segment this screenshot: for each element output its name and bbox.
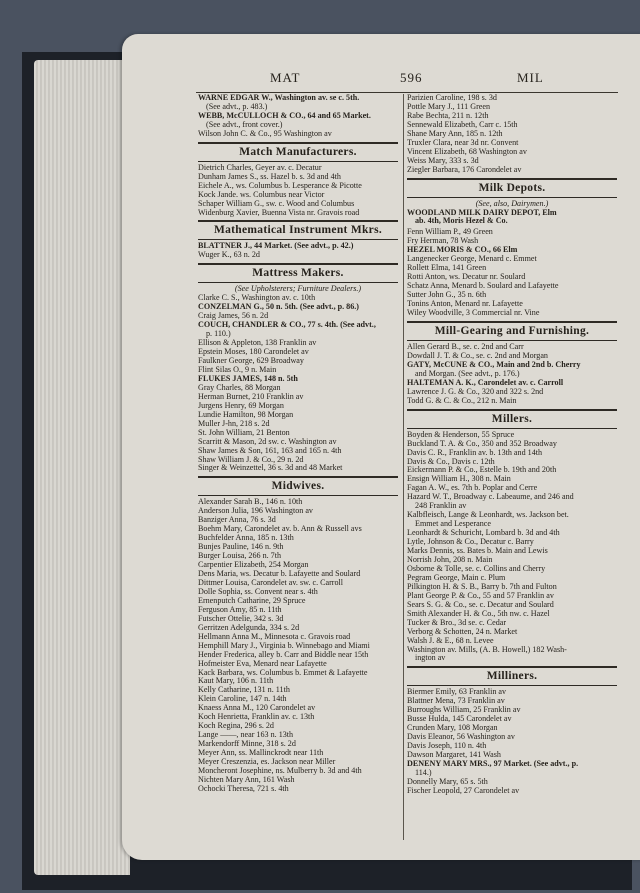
directory-entry: Dolle Sophia, ss. Convent near s. 4th [198, 587, 318, 596]
directory-entry: Fry Herman, 78 Wash [407, 237, 479, 246]
entry-continuation: (See advt., front cover.) [206, 120, 283, 129]
section-heading: Mill-Gearing and Furnishing. [407, 321, 617, 341]
directory-entry: Alexander Sarah B., 146 n. 10th [198, 498, 303, 507]
directory-entry: Sennewald Elizabeth, Carr c. 15th [407, 120, 518, 129]
directory-entry: Schaper William G., sw. c. Wood and Columbus [198, 199, 355, 208]
directory-entry: Koch Regina, 296 s. 2d [198, 722, 274, 731]
entry-continuation: (See advt., p. 483.) [206, 102, 268, 111]
directory-entry: Banziger Anna, 76 s. 3d [198, 516, 276, 525]
section-heading: Midwives. [198, 476, 398, 496]
directory-entry: Wilson John C. & Co., 95 Washington av [198, 129, 332, 138]
directory-entry: Busse Hulda, 145 Carondelet av [407, 715, 512, 724]
directory-entry: Davis Joseph, 110 n. 4th [407, 742, 487, 751]
section-heading: Milk Depots. [407, 178, 617, 198]
section-heading: Milliners. [407, 666, 617, 686]
directory-entry: Gray Charles, 88 Morgan [198, 383, 281, 392]
directory-entry: Muller J-hn, 218 s. 2d [198, 419, 270, 428]
page-number: 596 [400, 70, 423, 85]
directory-entry: Marks Dennis, ss. Bates b. Main and Lewis [407, 547, 548, 556]
directory-entry: Davis C. R., Franklin av. b. 13th and 14th [407, 448, 543, 457]
entry-continuation: ab. 4th, Moris Hezel & Co. [415, 217, 508, 226]
directory-entry: Hazard W. T., Broadway c. Labeaume, and 246 and [407, 493, 574, 502]
directory-entry: WOODLAND MILK DAIRY DEPOT, Elm [407, 208, 557, 217]
directory-entry: Rotti Anton, ws. Decatur nr. Soulard [407, 273, 526, 282]
directory-entry: Boehm Mary, Carondelet av. b. Ann & Russell avs [198, 525, 362, 534]
directory-entry: Jurgens Henry, 69 Morgan [198, 401, 284, 410]
directory-entry: Davis & Co., Davis c. 12th [407, 457, 495, 466]
section-heading: Millers. [407, 409, 617, 429]
directory-entry: Fenn William P., 49 Green [407, 228, 493, 237]
directory-entry: Crunden Mary, 108 Morgan [407, 724, 498, 733]
directory-entry: Burger Louisa, 266 n. 7th [198, 552, 282, 561]
directory-entry: Lawrence J. G. & Co., 320 and 322 s. 2nd [407, 387, 544, 396]
directory-entry: Weiss Mary, 333 s. 3d [407, 156, 479, 165]
directory-page [122, 34, 640, 860]
directory-entry: Dens Maria, ws. Decatur b. Lafayette and Soulard [198, 570, 361, 579]
directory-entry: Shaw James & Son, 161, 163 and 165 n. 4th [198, 446, 342, 455]
left-column [198, 94, 398, 794]
section-heading: Mathematical Instrument Mkrs. [198, 220, 398, 240]
directory-entry: Rollett Elma, 141 Green [407, 264, 487, 273]
directory-entry: Kalbfleisch, Lange & Leonhardt, ws. Jackson bet. [407, 511, 569, 520]
directory-entry: Markendorff Minne, 318 s. 2d [198, 740, 296, 749]
directory-entry: Anderson Julia, 196 Washington av [198, 507, 313, 516]
directory-entry: Sutter John G., 35 n. 6th [407, 291, 487, 300]
directory-entry: WEBB, McCULLOCH & CO., 64 and 65 Market. [198, 111, 371, 120]
directory-entry: Osborne & Tolle, se. c. Collins and Cherry [407, 564, 546, 573]
directory-entry: Ziegler Barbara, 176 Carondelet av [407, 165, 522, 174]
directory-entry: Langenecker George, Menard c. Emmet [407, 255, 537, 264]
entry-continuation: 114.) [415, 769, 432, 777]
directory-entry: HEZEL MORIS & CO., 66 Elm [407, 246, 518, 255]
directory-entry: HALTEMAN A. K., Carondelet av. c. Carroll [407, 378, 564, 387]
directory-entry: Carpentier Elizabeth, 254 Morgan [198, 561, 309, 570]
directory-entry: Pegram George, Main c. Plum [407, 573, 506, 582]
directory-entry: Leonhardt & Schuricht, Lombard b. 3d and 4th [407, 529, 560, 538]
directory-entry: Gerritzen Adelgunda, 334 s. 2d [198, 623, 300, 632]
page-header [122, 70, 640, 90]
header-left: MAT [270, 70, 301, 85]
directory-entry: Rabe Bechta, 211 n. 12th [407, 111, 489, 120]
directory-entry: Craig James, 56 n. 2d [198, 312, 269, 321]
entry-continuation: and Morgan. (See advt., p. 176.) [415, 369, 520, 378]
directory-entry: Wuger K., 63 n. 2d [198, 251, 260, 260]
directory-entry: Hemphill Mary J., Virginia b. Winnebago and Miami [198, 641, 370, 650]
directory-entry: Meyer Creszenzia, es. Jackson near Miller [198, 758, 336, 767]
directory-entry: Clarke C. S., Washington av. c. 10th [198, 294, 316, 303]
directory-entry: Hofmeister Eva, Menard near Lafayette [198, 659, 327, 668]
directory-entry: Norrish John, 208 n. Main [407, 555, 493, 564]
directory-entry: Ensign William H., 308 n. Main [407, 475, 511, 484]
directory-entry: BLATTNER J., 44 Market. (See advt., p. 42.) [198, 242, 354, 251]
directory-entry: Burroughs William, 25 Franklin av [407, 706, 521, 715]
directory-entry: Verborg & Schotten, 24 n. Market [407, 627, 518, 636]
directory-entry: Donnelly Mary, 65 s. 5th [407, 777, 488, 786]
directory-entry: Ellison & Appleton, 138 Franklin av [198, 339, 317, 348]
directory-entry: Singer & Weinzettel, 36 s. 3d and 48 Market [198, 464, 343, 473]
directory-entry: Boyden & Henderson, 55 Spruce [407, 430, 515, 439]
directory-entry: Davis Eleanor, 56 Washington av [407, 733, 515, 742]
directory-entry: Buchfelder Anna, 185 n. 13th [198, 534, 294, 543]
directory-entry: Ferguson Amy, 85 n. 11th [198, 605, 282, 614]
directory-entry: Eichele A., ws. Columbus b. Lesperance & Picotte [198, 181, 362, 190]
entry-continuation: 248 Franklin av [415, 502, 467, 511]
directory-entry: Dunham James S., ss. Hazel b. s. 3d and 4th [198, 172, 341, 181]
directory-entry: Ochocki Theresa, 721 s. 4th [198, 784, 289, 793]
directory-entry: St. John William, 21 Benton [198, 428, 290, 437]
directory-entry: WARNE EDGAR W., Washington av. se c. 5th. [198, 94, 360, 102]
page-stack-edges [34, 60, 130, 875]
directory-entry: Dowdall J. T. & Co., se. c. 2nd and Morgan [407, 351, 548, 360]
directory-entry: Bunjes Pauline, 146 n. 9th [198, 543, 284, 552]
entry-continuation: ington av [415, 654, 446, 663]
directory-entry: Allen Gerard B., se. c. 2nd and Carr [407, 342, 524, 351]
directory-entry: Flint Silas O., 9 n. Main [198, 365, 277, 374]
directory-entry: Tucker & Bro., 3d se. c. Cedar [407, 618, 507, 627]
directory-entry: Dawson Margaret, 141 Wash [407, 751, 501, 760]
directory-entry: Futscher Ottelie, 342 s. 3d [198, 614, 284, 623]
directory-entry: Eickermann P. & Co., Estelle b. 19th and 20th [407, 466, 557, 475]
directory-entry: Buckland T. A. & Co., 350 and 352 Broadway [407, 439, 557, 448]
directory-entry: Kaut Mary, 106 n. 11th [198, 677, 274, 686]
directory-entry: Moncheront Josephine, ns. Mulberry b. 3d and 4th [198, 767, 362, 775]
directory-entry: Faulkner George, 629 Broadway [198, 357, 304, 366]
directory-entry: FLUKES JAMES, 148 n. 5th [198, 374, 298, 383]
directory-entry: Widenburg Xavier, Buenna Vista nr. Gravois road [198, 208, 360, 217]
directory-entry: Pilkington H. & S. B., Barry b. 7th and Fulton [407, 582, 557, 591]
directory-entry: Lange ——, near 163 n. 13th [198, 731, 294, 740]
directory-entry: Dietrich Charles, Geyer av. c. Decatur [198, 163, 322, 172]
section-heading: Mattress Makers. [198, 263, 398, 283]
directory-entry: Scarritt & Mason, 2d sw. c. Washington av [198, 437, 337, 446]
directory-entry: Tonins Anton, Menard nr. Lafayette [407, 300, 523, 309]
directory-entry: Walsh J. & E., 68 n. Levee [407, 636, 494, 645]
directory-entry: Pottle Mary J., 111 Green [407, 102, 491, 111]
directory-entry: Knaess Anna M., 120 Carondelet av [198, 704, 316, 713]
directory-entry: Hender Frederica, alley b. Carr and Biddle near 15th [198, 650, 369, 659]
directory-entry: Schatz Anna, Menard b. Soulard and Lafayette [407, 282, 559, 291]
directory-entry: Koch Henrietta, Franklin av. c. 13th [198, 713, 315, 722]
directory-entry: Meyer Ann, ss. Mallinckrodt near 11th [198, 749, 324, 758]
directory-entry: Vincent Elizabeth, 68 Washington av [407, 147, 527, 156]
directory-entry: Herman Burnet, 210 Franklin av [198, 392, 304, 401]
directory-entry: Ernenputch Catharine, 29 Spruce [198, 596, 306, 605]
column-divider [403, 94, 404, 840]
section-heading: Match Manufacturers. [198, 142, 398, 162]
directory-entry: Biermer Emily, 63 Franklin av [407, 688, 507, 697]
directory-entry: Sears S. G. & Co., se. c. Decatur and Soulard [407, 600, 554, 609]
cross-reference-note: (See, also, Dairymen.) [475, 198, 549, 208]
directory-entry: Fagan A. W., es. 7th b. Poplar and Cerre [407, 484, 538, 493]
directory-entry: Kock Jande. ws. Columbus near Victor [198, 190, 325, 199]
directory-entry: Shane Mary Ann, 185 n. 12th [407, 129, 503, 138]
directory-entry: COUCH, CHANDLER & CO., 77 s. 4th. (See advt., [198, 321, 376, 330]
header-rule [196, 92, 618, 93]
directory-entry: Washington av. Mills, (A. B. Howell,) 182 Wash- [407, 645, 567, 654]
directory-entry: Lytle, Johnson & Co., Decatur c. Barry [407, 538, 534, 547]
right-column [407, 94, 617, 796]
directory-entry: Hellmann Anna M., Minnesota c. Gravois road [198, 632, 351, 641]
entry-continuation: Emmet and Lesperance [415, 520, 491, 529]
directory-entry: Kelly Catharine, 131 n. 11th [198, 686, 290, 695]
directory-entry: Wiley Woodville, 3 Commercial nr. Vine [407, 309, 540, 318]
directory-entry: Klein Caroline, 147 n. 14th [198, 695, 287, 704]
directory-entry: Truxler Clara, near 3d nr. Convent [407, 138, 519, 147]
directory-entry: Dittmer Louisa, Carondelet av. sw. c. Carroll [198, 578, 344, 587]
directory-entry: CONZELMAN G., 50 n. 5th. (See advt., p. 86.) [198, 303, 359, 312]
directory-entry: Todd G. & C. & Co., 212 n. Main [407, 396, 517, 405]
directory-entry: Nichten Mary Ann, 161 Wash [198, 775, 295, 784]
directory-entry: Parizien Caroline, 198 s. 3d [407, 94, 497, 102]
directory-entry: Plant George P. & Co., 55 and 57 Franklin av [407, 591, 554, 600]
directory-entry: DENENY MARY MRS., 97 Market. (See advt., p. [407, 760, 579, 769]
directory-entry: Kack Barbara, ws. Columbus b. Emmet & Lafayette [198, 668, 368, 677]
directory-entry: Fischer Leopold, 27 Carondelet av [407, 786, 520, 795]
directory-entry: GATY, McCUNE & CO., Main and 2nd b. Cherry [407, 360, 581, 369]
directory-entry: Lundie Hamilton, 98 Morgan [198, 410, 294, 419]
header-right: MIL [517, 70, 544, 85]
directory-entry: Blattner Mena, 73 Franklin av [407, 697, 505, 706]
cross-reference-note: (See Upholsterers; Furniture Dealers.) [234, 284, 362, 294]
directory-entry: Epstein Moses, 180 Carondelet av [198, 348, 309, 357]
directory-entry: Smith Alexander H. & Co., 5th nw. c. Hazel [407, 609, 550, 618]
directory-entry: Shaw William J. & Co., 29 n. 2d [198, 455, 304, 464]
entry-continuation: p. 110.) [206, 330, 231, 339]
